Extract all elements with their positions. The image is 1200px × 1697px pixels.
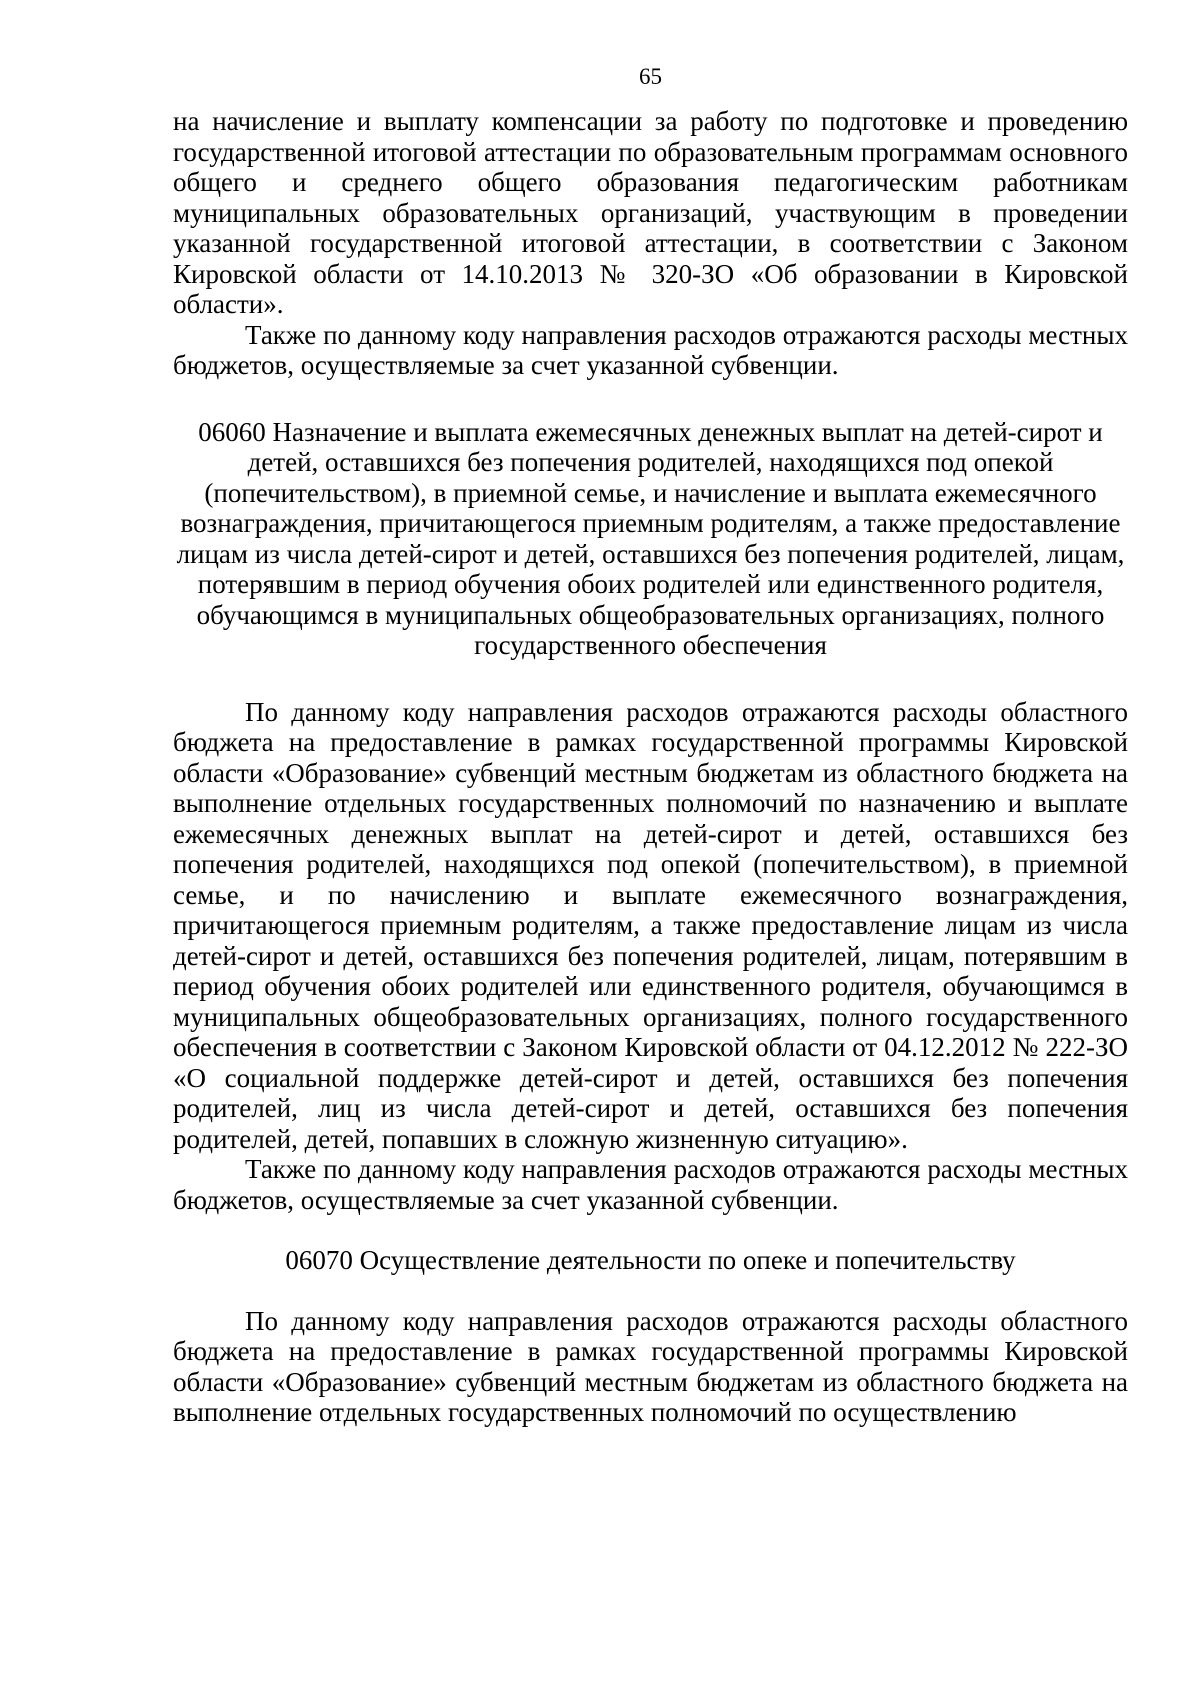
- section-heading-06070: 06070 Осуществление деятельности по опеке и попечительству: [285, 1245, 1016, 1275]
- paragraph-06060-description: По данному коду направления расходов отражаются расходы областного бюджета на предоставление в рамках государственной программы Кировской области «Образование» субвенций местным бюджетам из областного бюджета на выполнение отдельных государственных полномочий по назначению и выплате ежемесячных денежных выплат на детей-сирот и детей, оставшихся без попечения родителей, находящихся под опекой (попечительством), в приемной семье, и по начислению и выплате ежемесячного вознаграждения, причитающегося приемным родителям, а также предоставление лицам из числа детей-сирот и детей, оставшихся без попечения родителей, лицам, потерявшим в период обучения обоих родителей или единственного родителя, обучающимся в муниципальных общеобразовательных организациях, полного государственного обеспечения в соответствии с Законом Кировской области от 04.12.2012 № 222-ЗО «О социальной поддержке детей-сирот и детей, оставшихся без попечения родителей, лиц из числа детей-сирот и детей, оставшихся без попечения родителей, детей, попавших в сложную жизненную ситуацию».: [173, 696, 1128, 1154]
- document-page: [173, 62, 1128, 1428]
- spacer: [173, 661, 1128, 697]
- paragraph-06070-description: По данному коду направления расходов отражаются расходы областного бюджета на предоставление в рамках государственной программы Кировской области «Образование» субвенций местным бюджетам из областного бюджета на выполнение отдельных государственных полномочий по осуществлению: [173, 1305, 1128, 1427]
- paragraph-local-budgets-note: Также по данному коду направления расходов отражаются расходы местных бюджетов, осуществляемые за счет указанной субвенции.: [173, 319, 1128, 380]
- paragraph-local-budgets-note: Также по данному коду направления расходов отражаются расходы местных бюджетов, осуществляемые за счет указанной субвенции.: [173, 1154, 1128, 1215]
- page-number: 65: [639, 64, 662, 89]
- section-heading-06060: 06060 Назначение и выплата ежемесячных денежных выплат на детей-сирот и детей, оставшихся без попечения родителей, находящихся под опекой (попечительством), в приемной семье, и начисление и выплата ежемесячного вознаграждения, причитающегося приемным родителям, а также предоставление лицам из числа детей-сирот и детей, оставшихся без попечения родителей, лицам, потерявшим в период обучения обоих родителей или единственного родителя, обучающимся в муниципальных общеобразовательных организациях, полного государственного обеспечения: [176, 416, 1125, 660]
- paragraph-compensation-continuation: на начисление и выплату компенсации за работу по подготовке и проведению государственной итоговой аттестации по образовательным программам основного общего и среднего общего образования педагогическим работникам муниципальных образовательных организаций, участвующим в проведении указанной государственной итоговой аттестации, в соответствии с Законом Кировской области от 14.10.2013 № 320-ЗО «Об образовании в Кировской области».: [173, 106, 1128, 319]
- spacer: [173, 1276, 1128, 1306]
- spacer: [173, 1215, 1128, 1245]
- spacer: [173, 381, 1128, 417]
